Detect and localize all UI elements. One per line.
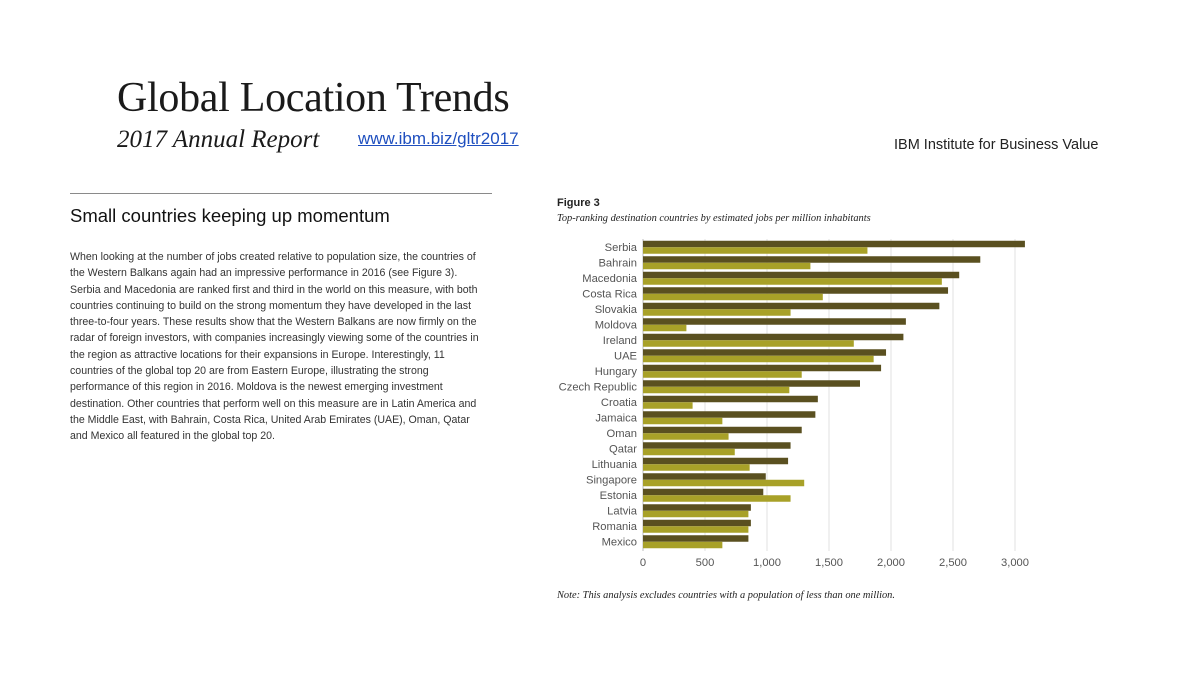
category-label: Singapore: [585, 474, 637, 487]
category-label: Czech Republic: [558, 381, 637, 394]
bar: [643, 349, 886, 356]
x-tick-label: 2,000: [877, 557, 905, 569]
bar: [643, 473, 766, 480]
bar: [643, 309, 791, 316]
bar: [643, 263, 810, 270]
bar: [643, 427, 802, 434]
section-divider: [70, 193, 492, 194]
report-title: Global Location Trends: [117, 75, 510, 121]
category-label: Moldova: [594, 319, 637, 332]
figure-caption: Top-ranking destination countries by estimated jobs per million inhabitants: [557, 213, 871, 224]
bar: [643, 511, 748, 518]
bar: [643, 371, 802, 378]
bar: [643, 396, 818, 403]
bar: [643, 380, 860, 387]
bar: [643, 325, 686, 332]
x-tick-label: 1,000: [753, 557, 781, 569]
category-label: Oman: [606, 427, 637, 440]
x-tick-label: 0: [639, 557, 647, 569]
bar: [643, 278, 942, 285]
bar: [643, 495, 791, 502]
bar: [643, 504, 751, 511]
report-subtitle: 2017 Annual Report: [117, 126, 320, 153]
bar: [643, 340, 854, 347]
figure-note: Note: This analysis excludes countries with a population of less than one million.: [557, 590, 895, 601]
bar: [643, 411, 815, 418]
category-label: Ireland: [602, 334, 637, 347]
bar: [643, 464, 750, 471]
category-label: Slovakia: [594, 303, 637, 316]
bar: [643, 542, 722, 549]
bar: [643, 303, 939, 310]
category-label: Latvia: [607, 505, 637, 518]
bar: [643, 449, 735, 456]
category-label: Lithuania: [591, 458, 637, 471]
bar: [643, 442, 791, 449]
category-label: Jamaica: [595, 412, 637, 425]
bar: [643, 256, 980, 263]
bar: [643, 433, 729, 440]
bar: [643, 418, 722, 425]
bar: [643, 458, 788, 465]
bar-chart: [540, 232, 1060, 582]
report-link[interactable]: www.ibm.biz/gltr2017: [358, 129, 519, 148]
bar: [643, 356, 874, 363]
category-label: Croatia: [600, 396, 637, 409]
bar: [643, 241, 1025, 248]
x-tick-label: 3,000: [1001, 557, 1029, 569]
section-body: When looking at the number of jobs created relative to population size, the countries of the Western Balkans again had an impressive performance in 2016 (see Figure 3). Serbia and Macedonia are ranked first and third in the world on this measure, with both countries continuing to build on the strong momentum they have developed in the last three-to-four years. These results show that the Western Balkans are now firmly on the radar of foreign investors, with companies increasingly viewing some of the countries in the region as attractive locations for their expansions in Europe. Interestingly, 11 countries of the global top 20 are from Eastern Europe, illustrating the strong performance of this region in 2016. Moldova is the newest emerging investment destination. Other countries that perform well on this measure are in Latin America and the Middle East, with Bahrain, Costa Rica, United Arab Emirates (UAE), Oman, Qatar and Mexico all featured in the global top 20.: [70, 251, 479, 443]
organization-name: IBM Institute for Business Value: [894, 137, 1099, 153]
category-label: Costa Rica: [582, 288, 637, 301]
x-tick-label: 1,500: [815, 557, 843, 569]
category-label: Qatar: [609, 443, 637, 456]
category-label: Macedonia: [582, 272, 637, 285]
category-label: UAE: [613, 350, 637, 363]
x-tick-label: 500: [695, 557, 715, 569]
bar: [643, 489, 763, 496]
category-label: Romania: [592, 520, 637, 533]
bar: [643, 287, 948, 294]
category-label: Estonia: [599, 489, 637, 502]
bar: [643, 272, 959, 279]
bar: [643, 365, 881, 372]
category-label: Bahrain: [598, 257, 637, 270]
bar: [643, 387, 789, 394]
category-label: Serbia: [604, 241, 637, 254]
category-label: Hungary: [594, 365, 637, 378]
bar: [643, 535, 748, 542]
figure-label: Figure 3: [557, 197, 600, 209]
bar: [643, 294, 823, 301]
bar: [643, 520, 751, 527]
section-heading: Small countries keeping up momentum: [70, 205, 390, 226]
bar: [643, 402, 693, 409]
x-tick-label: 2,500: [939, 557, 967, 569]
bar: [643, 480, 804, 487]
bar: [643, 247, 867, 254]
bar: [643, 526, 748, 533]
bar: [643, 334, 903, 341]
category-label: Mexico: [601, 536, 637, 549]
bar: [643, 318, 906, 325]
